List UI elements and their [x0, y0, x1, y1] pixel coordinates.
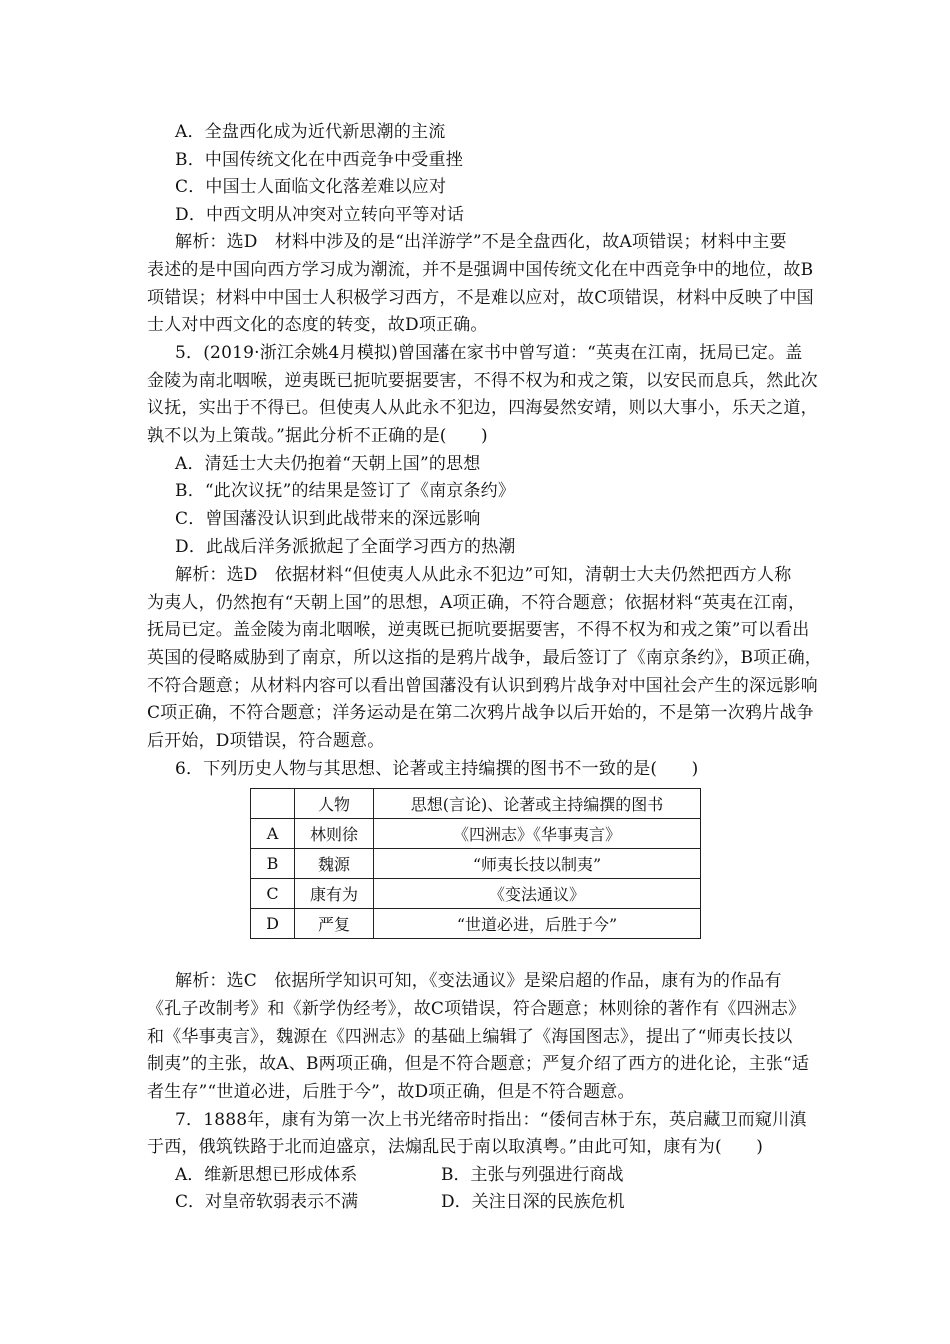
- q5-stem-line: 议抚，实出于不得已。但使夷人从此永不犯边，四海晏然安靖，则以大事小，乐天之道，: [147, 398, 818, 418]
- q5-analysis-line: 英国的侵略威胁到了南京，所以这指的是鸦片战争，最后签订了《南京条约》，B项正确，: [147, 648, 822, 668]
- table-cell: B: [251, 849, 295, 879]
- table-cell: A: [251, 819, 295, 849]
- q5-option-b: B．“此次议抚”的结果是签订了《南京条约》: [175, 481, 516, 501]
- table-header-cell: [251, 789, 295, 819]
- q7-stem-line: 于西，俄筑铁路于北而迫盛京，法煽乱民于南以取滇粤。”由此可知，康有为( ): [147, 1137, 764, 1157]
- table-row: [251, 849, 701, 879]
- q7-option-a: A．维新思想已形成体系: [175, 1165, 358, 1185]
- table-row: [251, 819, 701, 849]
- q5-analysis-line: 为夷人，仍然抱有“天朝上国”的思想，A项正确，不符合题意；依据材料“英夷在江南，: [147, 593, 806, 613]
- table-cell: 《变法通议》: [374, 879, 701, 909]
- q4-option-d: D．中西文明从冲突对立转向平等对话: [175, 205, 465, 225]
- table-row: [251, 879, 701, 909]
- table-cell: 《四洲志》《华事夷言》: [374, 819, 701, 849]
- table-cell: “师夷长技以制夷”: [374, 849, 701, 879]
- q4-option-c: C．中国士人面临文化落差难以应对: [175, 177, 447, 197]
- q5-stem-line: 孰不以为上策哉。”据此分析不正确的是( ): [147, 426, 488, 446]
- table-cell: C: [251, 879, 295, 909]
- q5-option-a: A．清廷士大夫仍抱着“天朝上国”的思想: [175, 454, 481, 474]
- q4-analysis-line: 表述的是中国向西方学习成为潮流，并不是强调中国传统文化在中西竞争中的地位，故B: [147, 260, 814, 280]
- q7-option-c: C．对皇帝软弱表示不满: [175, 1192, 359, 1212]
- q5-analysis-line: C项正确，不符合题意；洋务运动是在第二次鸦片战争以后开始的，不是第一次鸦片战争: [147, 703, 814, 723]
- q5-option-c: C．曾国藩没认识到此战带来的深远影响: [175, 509, 481, 529]
- q4-analysis-line: 项错误；材料中中国士人积极学习西方，不是难以应对，故C项错误，材料中反映了中国: [147, 288, 814, 308]
- q6-analysis-line: 解析：选C 依据所学知识可知，《变法通议》是梁启超的作品，康有为的作品有: [175, 971, 782, 991]
- table-header-row: [251, 789, 701, 819]
- q5-analysis-line: 解析：选D 依据材料“但使夷人从此永不犯边”可知，清朝士大夫仍然把西方人称: [175, 565, 792, 585]
- q6-analysis-line: 制夷”的主张，故A、B两项正确，但是不符合题意；严复介绍了西方的进化论，主张“适: [147, 1054, 810, 1074]
- q5-stem-line: 5．(2019·浙江余姚4月模拟)曾国藩在家书中曾写道：“英夷在江南，抚局已定。盖: [175, 343, 803, 363]
- table-row: [251, 909, 701, 939]
- q5-analysis-line: 不符合题意；从材料内容可以看出曾国藩没有认识到鸦片战争对中国社会产生的深远影响: [147, 676, 818, 696]
- q7-option-d: D．关注日深的民族危机: [441, 1192, 625, 1212]
- q6-stem: 6．下列历史人物与其思想、论著或主持编撰的图书不一致的是( ): [175, 759, 699, 779]
- table-cell: 严复: [295, 909, 374, 939]
- q6-analysis-line: 和《华事夷言》，魏源在《四洲志》的基础上编辑了《海国图志》，提出了“师夷长技以: [147, 1027, 793, 1047]
- q6-analysis-line: 者生存”“世道必进，后胜于今”，故D项正确，但是不符合题意。: [147, 1082, 635, 1102]
- q4-analysis-line: 解析：选D 材料中涉及的是“出洋游学”不是全盘西化，故A项错误；材料中主要: [175, 232, 787, 252]
- table-header-cell: 人物: [295, 789, 374, 819]
- q7-stem-line: 7．1888年，康有为第一次上书光绪帝时指出：“倭伺吉林于东，英启藏卫而窥川滇: [175, 1110, 807, 1130]
- q5-analysis-line: 后开始，D项错误，符合题意。: [147, 731, 385, 751]
- q6-analysis-line: 《孔子改制考》和《新学伪经考》，故C项错误，符合题意；林则徐的著作有《四洲志》: [147, 999, 806, 1019]
- table-cell: 魏源: [295, 849, 374, 879]
- table-header-cell: 思想(言论)、论著或主持编撰的图书: [374, 789, 701, 819]
- q7-option-b: B．主张与列强进行商战: [441, 1165, 624, 1185]
- table-cell: 林则徐: [295, 819, 374, 849]
- q5-stem-line: 金陵为南北咽喉，逆夷既已扼吭要据要害，不得不权为和戎之策，以安民而息兵，然此次: [147, 371, 818, 391]
- table-cell: D: [251, 909, 295, 939]
- table-cell: 康有为: [295, 879, 374, 909]
- q4-analysis-line: 士人对中西文化的态度的转变，故D项正确。: [147, 315, 488, 335]
- q5-analysis-line: 抚局已定。盖金陵为南北咽喉，逆夷既已扼吭要据要害，不得不权为和戎之策”可以看出: [147, 620, 810, 640]
- q4-option-b: B．中国传统文化在中西竞争中受重挫: [175, 150, 463, 170]
- table-cell: “世道必进，后胜于今”: [374, 909, 701, 939]
- q5-option-d: D．此战后洋务派掀起了全面学习西方的热潮: [175, 537, 516, 557]
- q4-option-a: A．全盘西化成为近代新思潮的主流: [175, 122, 446, 142]
- q6-table: [250, 788, 701, 939]
